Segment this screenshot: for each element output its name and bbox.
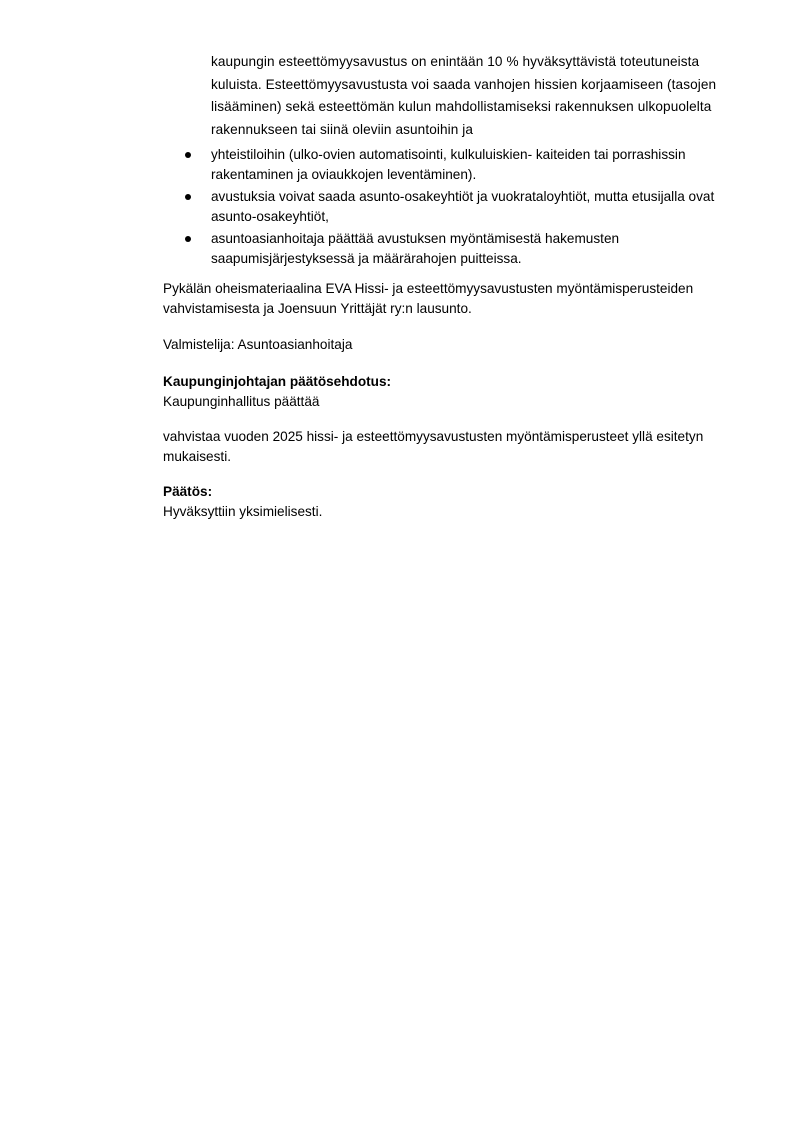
proposal-intro: Kaupunginhallitus päättää [163,393,320,409]
proposal-heading: Kaupunginjohtajan päätösehdotus: [163,374,392,389]
bullet-text: yhteistiloihin (ulko-ovien automatisointi, kulkuluiskien- kaiteiden tai porrashissin rakentaminen ja oviaukkojen leventäminen). [211,147,686,182]
bullet-text: asuntoasianhoitaja päättää avustuksen myöntämisestä hakemusten saapumisjärjestyksessä ja määrärahojen puitteissa. [211,231,620,266]
decision-section [163,482,743,521]
continuation-paragraph: kaupungin esteettömyysavustus on enintään 10 % hyväksyttävistä toteutuneista kuluista. Esteettömyysavustusta voi saada vanhojen hissien korjaamiseen (tasojen lisääminen) sekä esteettömän kulun mahdollistamiseksi rakennuksen ulkopuolelta rakennukseen tai siinä oleviin asuntoihin ja [211,54,717,137]
decision-text: Hyväksyttiin yksimielisesti. [163,503,323,519]
proposal-body-section [163,427,743,466]
bullet-item [183,229,753,269]
bullet-icon [185,194,191,200]
proposal-body: vahvistaa vuoden 2025 hissi- ja esteettömyysavustusten myöntämisperusteet yllä esitetyn mukaisesti. [163,429,704,464]
preparer-section [163,335,743,355]
bullet-item [183,145,753,185]
decision-heading: Päätös: [163,484,213,499]
bullet-text: avustuksia voivat saada asunto-osakeyhtiöt ja vuokrataloyhtiöt, mutta etusijalla ovat asunto-osakeyhtiöt, [211,189,715,224]
attachment-section [163,279,743,318]
bullet-item [183,187,753,227]
bullet-icon [185,236,191,242]
attachment-paragraph: Pykälän oheismateriaalina EVA Hissi- ja esteettömyysavustusten myöntämisperusteiden vahvistamisesta ja Joensuun Yrittäjät ry:n lausunto. [163,281,694,316]
bullet-list [183,145,753,271]
preparer-line: Valmistelija: Asuntoasianhoitaja [163,337,353,352]
bullet-icon [185,152,191,158]
proposal-section [163,372,743,411]
